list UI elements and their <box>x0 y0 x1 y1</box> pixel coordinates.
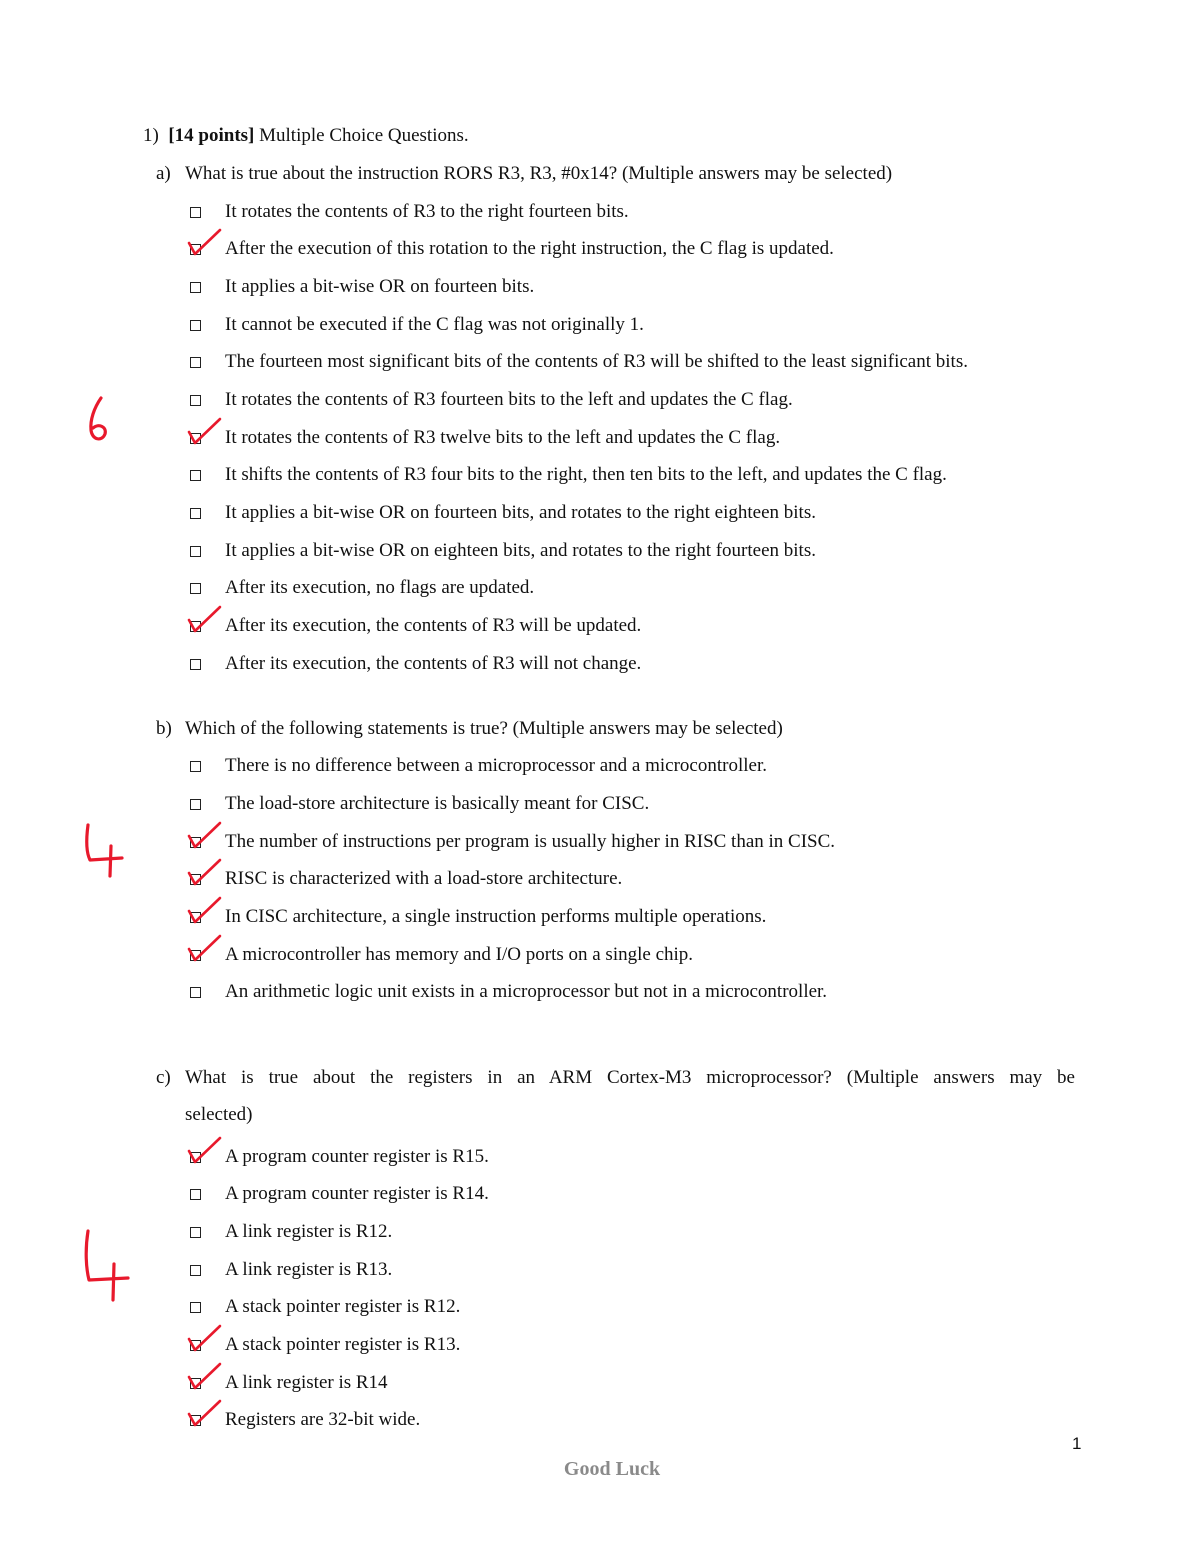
option-text: It applies a bit-wise OR on fourteen bits. <box>225 276 535 297</box>
option-text: It rotates the contents of R3 twelve bits to the left and updates the C flag. <box>225 427 781 448</box>
check-mark-icon <box>186 1135 230 1167</box>
question-c-label: c) <box>156 1067 171 1088</box>
option-text: It applies a bit-wise OR on fourteen bits, and rotates to the right eighteen bits. <box>225 502 816 523</box>
score-mark-a <box>84 396 124 446</box>
option-text: A program counter register is R15. <box>225 1146 489 1167</box>
option-text: It rotates the contents of R3 fourteen bits to the left and updates the C flag. <box>225 389 793 410</box>
question-c-text-line1: What is true about the registers in an ARM Cortex-M3 microprocessor? (Multiple answers may be <box>185 1067 1075 1088</box>
option-checkbox[interactable] <box>190 508 201 519</box>
question-a-text: What is true about the instruction RORS R3, R3, #0x14? (Multiple answers may be selected) <box>185 163 893 184</box>
option-text: The number of instructions per program is usually higher in RISC than in CISC. <box>225 831 836 852</box>
section-points: [14 points] <box>168 125 255 146</box>
option-text: There is no difference between a microprocessor and a microcontroller. <box>225 755 767 776</box>
section-title: Multiple Choice Questions. <box>259 125 469 146</box>
question-b-label: b) <box>156 718 172 739</box>
page-number: 1 <box>1072 1434 1082 1453</box>
option-text: It rotates the contents of R3 to the right fourteen bits. <box>225 201 629 222</box>
option-checkbox[interactable] <box>190 583 201 594</box>
option-text: After its execution, the contents of R3 will not change. <box>225 653 642 674</box>
option-text: It applies a bit-wise OR on eighteen bits, and rotates to the right fourteen bits. <box>225 540 816 561</box>
section-heading <box>143 124 469 148</box>
check-mark-icon <box>186 857 230 889</box>
question-b-text: Which of the following statements is true? (Multiple answers may be selected) <box>185 718 783 739</box>
option-text: It cannot be executed if the C flag was not originally 1. <box>225 314 644 335</box>
option-text: A program counter register is R14. <box>225 1183 489 1204</box>
question-a-label: a) <box>156 163 171 184</box>
score-mark-c <box>80 1228 132 1302</box>
option-checkbox[interactable] <box>190 546 201 557</box>
check-mark-icon <box>186 227 230 259</box>
option-checkbox[interactable] <box>190 320 201 331</box>
option-checkbox[interactable] <box>190 1189 201 1200</box>
option-text: The fourteen most significant bits of the contents of R3 will be shifted to the least significant bits. <box>225 351 968 372</box>
option-text: A stack pointer register is R13. <box>225 1334 461 1355</box>
check-mark-icon <box>186 820 230 852</box>
option-checkbox[interactable] <box>190 470 201 481</box>
check-mark-icon <box>186 1361 230 1393</box>
option-text: A link register is R12. <box>225 1221 393 1242</box>
option-checkbox[interactable] <box>190 395 201 406</box>
check-mark-icon <box>186 604 230 636</box>
option-text: An arithmetic logic unit exists in a microprocessor but not in a microcontroller. <box>225 981 828 1002</box>
option-checkbox[interactable] <box>190 987 201 998</box>
option-text: RISC is characterized with a load-store architecture. <box>225 868 623 889</box>
section-number: 1) <box>143 125 159 146</box>
option-checkbox[interactable] <box>190 799 201 810</box>
option-text: Registers are 32-bit wide. <box>225 1409 421 1430</box>
footer-text: Good Luck <box>563 1458 661 1480</box>
check-mark-icon <box>186 1398 230 1430</box>
option-checkbox[interactable] <box>190 1302 201 1313</box>
check-mark-icon <box>186 933 230 965</box>
question-c-text-line2: selected) <box>185 1104 253 1125</box>
option-checkbox[interactable] <box>190 282 201 293</box>
option-text: After the execution of this rotation to the right instruction, the C flag is updated. <box>225 238 834 259</box>
option-checkbox[interactable] <box>190 357 201 368</box>
option-text: It shifts the contents of R3 four bits to the right, then ten bits to the left, and updates the C flag. <box>225 464 947 485</box>
option-text: A microcontroller has memory and I/O ports on a single chip. <box>225 944 694 965</box>
option-checkbox[interactable] <box>190 207 201 218</box>
option-checkbox[interactable] <box>190 761 201 772</box>
check-mark-icon <box>186 895 230 927</box>
option-text: After its execution, the contents of R3 will be updated. <box>225 615 642 636</box>
option-text: A stack pointer register is R12. <box>225 1296 461 1317</box>
score-mark-b <box>78 822 128 878</box>
option-text: A link register is R14 <box>225 1372 388 1393</box>
option-text: A link register is R13. <box>225 1259 393 1280</box>
option-checkbox[interactable] <box>190 1265 201 1276</box>
check-mark-icon <box>186 416 230 448</box>
option-checkbox[interactable] <box>190 659 201 670</box>
check-mark-icon <box>186 1323 230 1355</box>
option-text: The load-store architecture is basically meant for CISC. <box>225 793 650 814</box>
option-text: In CISC architecture, a single instruction performs multiple operations. <box>225 906 767 927</box>
option-text: After its execution, no flags are updated. <box>225 577 535 598</box>
option-checkbox[interactable] <box>190 1227 201 1238</box>
